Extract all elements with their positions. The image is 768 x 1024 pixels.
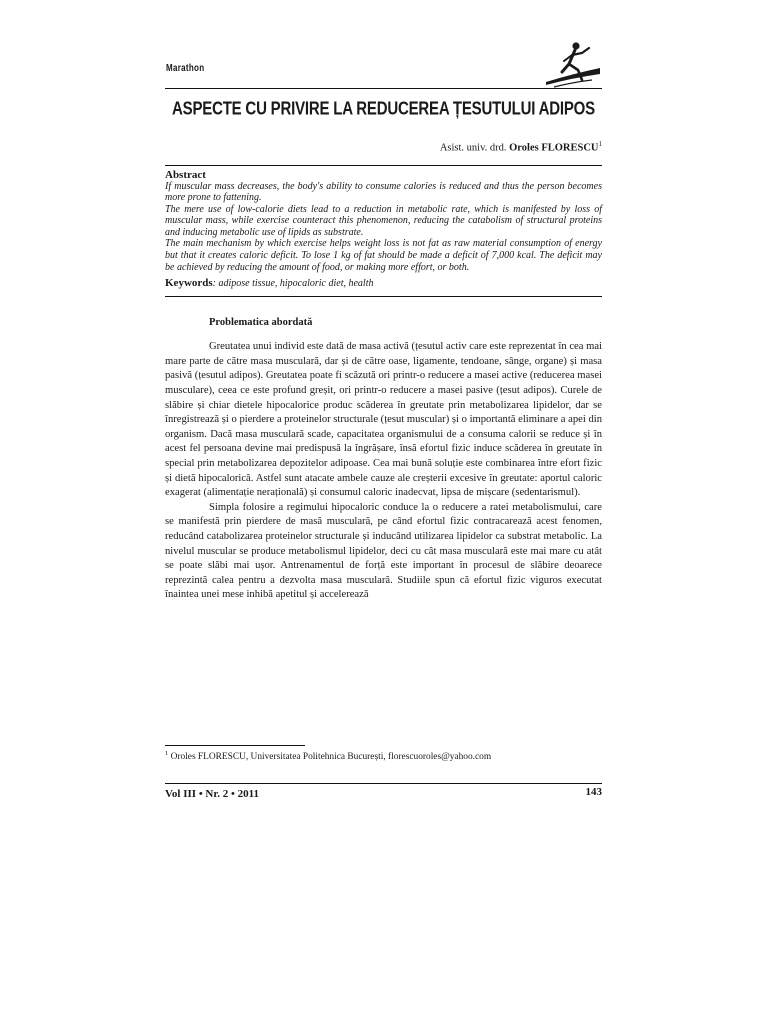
keywords-line	[165, 277, 602, 296]
runner-logo-icon	[542, 40, 602, 90]
body-paragraph: Simpla folosire a regimului hipocaloric conduce la o reducere a ratei metabolismului, care se manifestă prin pierdere de masă musculară, pe când efortul fizic contracarează acest fenomen, reducând catabolizarea proteinelor structurale și inducând utilizarea lipidelor ca substrat metabolic. La nivelul muscular se produce metabolismul lipidelor, deci cu cât masa musculară este mai mare cu atât se poate slăbi mai ușor. Antrenamentul de forță este important în procesul de slăbire deoarece reprezintă calea pentru a dezvolta masa musculară. Studiile spun că efortul fizic viguros executat înaintea unei mese inhibă apetitul și accelerează	[165, 501, 602, 601]
author-footnote-marker: 1	[598, 140, 602, 148]
volume-info: Vol III • Nr. 2 • 2011	[165, 788, 259, 800]
page-number: 143	[585, 786, 602, 798]
journal-name: Marathon	[166, 62, 205, 74]
header-rule	[165, 88, 602, 89]
abstract-section	[165, 165, 602, 297]
author-prefix: Asist. univ. drd.	[439, 142, 510, 154]
page-header	[165, 40, 602, 90]
article-page	[165, 40, 602, 800]
abstract-paragraph: The main mechanism by which exercise helps weight loss is not fat as raw material consumption of energy but that it creates caloric deficit. To lose 1 kg of fat should be made a deficit of 7,000 kcal. The deficit may be achieved by reducing the amount of food, or making more effort, or both.	[165, 238, 602, 273]
author-name: Oroles FLORESCU	[509, 142, 599, 154]
keywords-text: : adipose tissue, hipocaloric diet, health	[212, 278, 374, 290]
body-text	[165, 340, 602, 603]
abstract-paragraph: The mere use of low-calorie diets lead to a reduction in metabolic rate, which is manifested by loss of muscular mass, while exercise counteract this phenomenon, reducing the catabolism of structural proteins and inducing metabolic use of lipids as substrate.	[165, 203, 602, 238]
abstract-paragraph: If muscular mass decreases, the body's ability to consume calories is reduced and thus the person becomes more prone to fattening.	[165, 180, 602, 204]
body-paragraph: Greutatea unui individ este dată de masa activă (țesutul activ care este reprezentat în cea mai mare parte de către masa musculară, dar și de către oase, ligamente, tendoane, sânge, organe) și masa pasivă (țesutul adipos). Greutatea poate fi scăzută ori printr-o reducere a masei active (reducerea masei musculare), ceea ce este profund greșit, ori printr-o reducere a masei pasive (țesut adipos). Curele de slăbire și chiar dietele hipocalorice produc scăderea în greutate prin metabolizarea lipidelor, dar se înregistrează și o pierdere a proteinelor structurale (țesut muscular) și o importantă eliminare a apei din organism. Dacă masa musculară scade, capacitatea organismului de a consuma calorii se reduce și în acest fel persoana devine mai predispusă la îngrășare, însă efortul fizic induce scăderea în greutate în special prin metabolizarea depozitelor adipoase. Cea mai bună soluție este combinarea între efort fizic și dietă hipocalorică. Astfel sunt atacate ambele cauze ale creșterii excesive în greutate: aportul caloric exagerat (alimentație nerațională) și consumul caloric inadecvat, lipsa de mișcare (sedentarismul).	[165, 341, 602, 499]
abstract-heading: Abstract	[165, 168, 206, 181]
footnote	[165, 750, 491, 762]
article-title: ASPECTE CU PRIVIRE LA REDUCEREA ȚESUTULUI ADIPOS	[172, 98, 595, 120]
footnote-marker: 1	[165, 750, 169, 757]
keywords-label: Keywords	[165, 277, 213, 290]
section-heading: Problematica abordată	[209, 317, 313, 329]
page-footer	[165, 783, 602, 800]
abstract-bottom-rule	[165, 296, 602, 297]
footnote-text: Oroles FLORESCU, Universitatea Politehnica București, florescuoroles@yahoo.com	[168, 752, 492, 763]
footnote-rule	[165, 745, 305, 746]
abstract-text	[165, 181, 602, 274]
author-line	[165, 140, 602, 154]
